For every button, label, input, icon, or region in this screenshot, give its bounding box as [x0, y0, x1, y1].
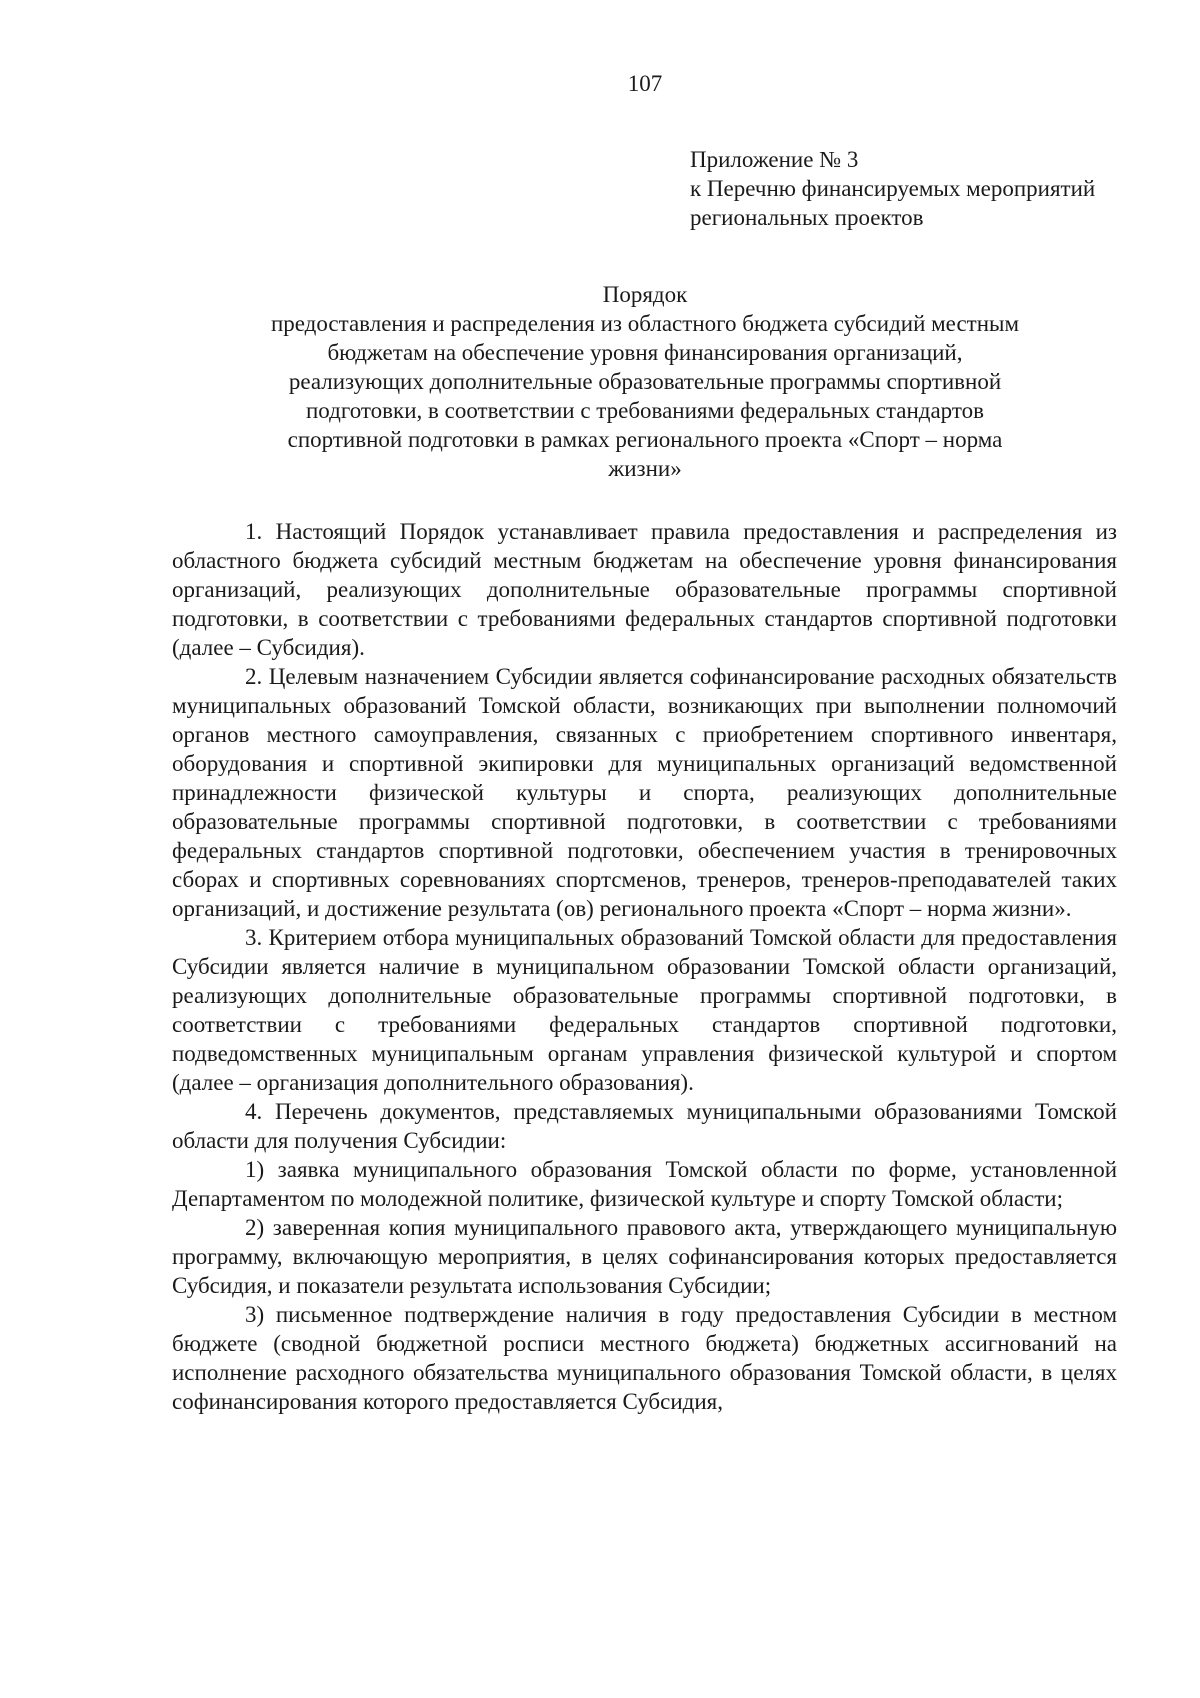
paragraph-2: 2. Целевым назначением Субсидии является софинансирование расходных обязательств муниципальных образований Томской области, возникающих при выполнении полномочий органов местного самоуправления, связанных с приобретением спортивного инвентаря, оборудования и спортивной экипировки для муниципальных организаций ведомственной принадлежности физической культуры и спорта, реализующих дополнительные образовательные программы спортивной подготовки, в соответствии с требованиями федеральных стандартов спортивной подготовки, обеспечением участия в тренировочных сборах и спортивных соревнованиях спортсменов, тренеров, тренеров-преподавателей таких организаций, и достижение результата (ов) регионального проекта «Спорт – норма жизни». — [172, 664, 1117, 921]
document-title — [200, 280, 1090, 483]
paragraph-4: 4. Перечень документов, представляемых муниципальными образованиями Томской области для получения Субсидии: — [172, 1099, 1117, 1153]
appendix-line: региональных проектов — [690, 205, 924, 230]
document-body — [172, 517, 1117, 1416]
title-line: бюджетам на обеспечение уровня финансирования организаций, — [327, 340, 963, 365]
title-line: предоставления и распределения из областного бюджета субсидий местным — [270, 311, 1020, 336]
title-line: спортивной подготовки в рамках регионального проекта «Спорт – норма — [287, 427, 1003, 452]
paragraph-1: 1. Настоящий Порядок устанавливает правила предоставления и распределения из областного бюджета субсидий местным бюджетам на обеспечение уровня финансирования организаций, реализующих дополнительные образовательные программы спортивной подготовки, в соответствии с требованиями федеральных стандартов спортивной подготовки (далее – Субсидия). — [172, 519, 1117, 660]
appendix-line: Приложение № 3 — [690, 147, 859, 172]
page-number: 107 — [627, 71, 663, 96]
title-line: жизни» — [608, 456, 682, 481]
list-item-2: 2) заверенная копия муниципального правового акта, утверждающего муниципальную программу, включающую мероприятия, в целях софинансирования которых предоставляется Субсидия, и показатели результата использования Субсидии; — [172, 1215, 1117, 1298]
list-item-1: 1) заявка муниципального образования Томской области по форме, установленной Департаментом по молодежной политике, физической культуре и спорту Томской области; — [172, 1157, 1117, 1211]
paragraph-3: 3. Критерием отбора муниципальных образований Томской области для предоставления Субсидии является наличие в муниципальном образовании Томской области организаций, реализующих дополнительные образовательные программы спортивной подготовки, в соответствии с требованиями федеральных стандартов спортивной подготовки, подведомственных муниципальным органам управления физической культурой и спортом (далее – организация дополнительного образования). — [172, 925, 1117, 1095]
list-item-3: 3) письменное подтверждение наличия в году предоставления Субсидии в местном бюджете (сводной бюджетной росписи местного бюджета) бюджетных ассигнований на исполнение расходного обязательства муниципального образования Томской области, в целях софинансирования которого предоставляется Субсидия, — [172, 1302, 1117, 1414]
appendix-header — [690, 145, 1160, 232]
title-line: реализующих дополнительные образовательные программы спортивной — [288, 369, 1002, 394]
appendix-line: к Перечню финансируемых мероприятий — [690, 176, 1096, 201]
title-line: подготовки, в соответствии с требованиями федеральных стандартов — [306, 398, 984, 423]
title-line: Порядок — [602, 282, 688, 307]
